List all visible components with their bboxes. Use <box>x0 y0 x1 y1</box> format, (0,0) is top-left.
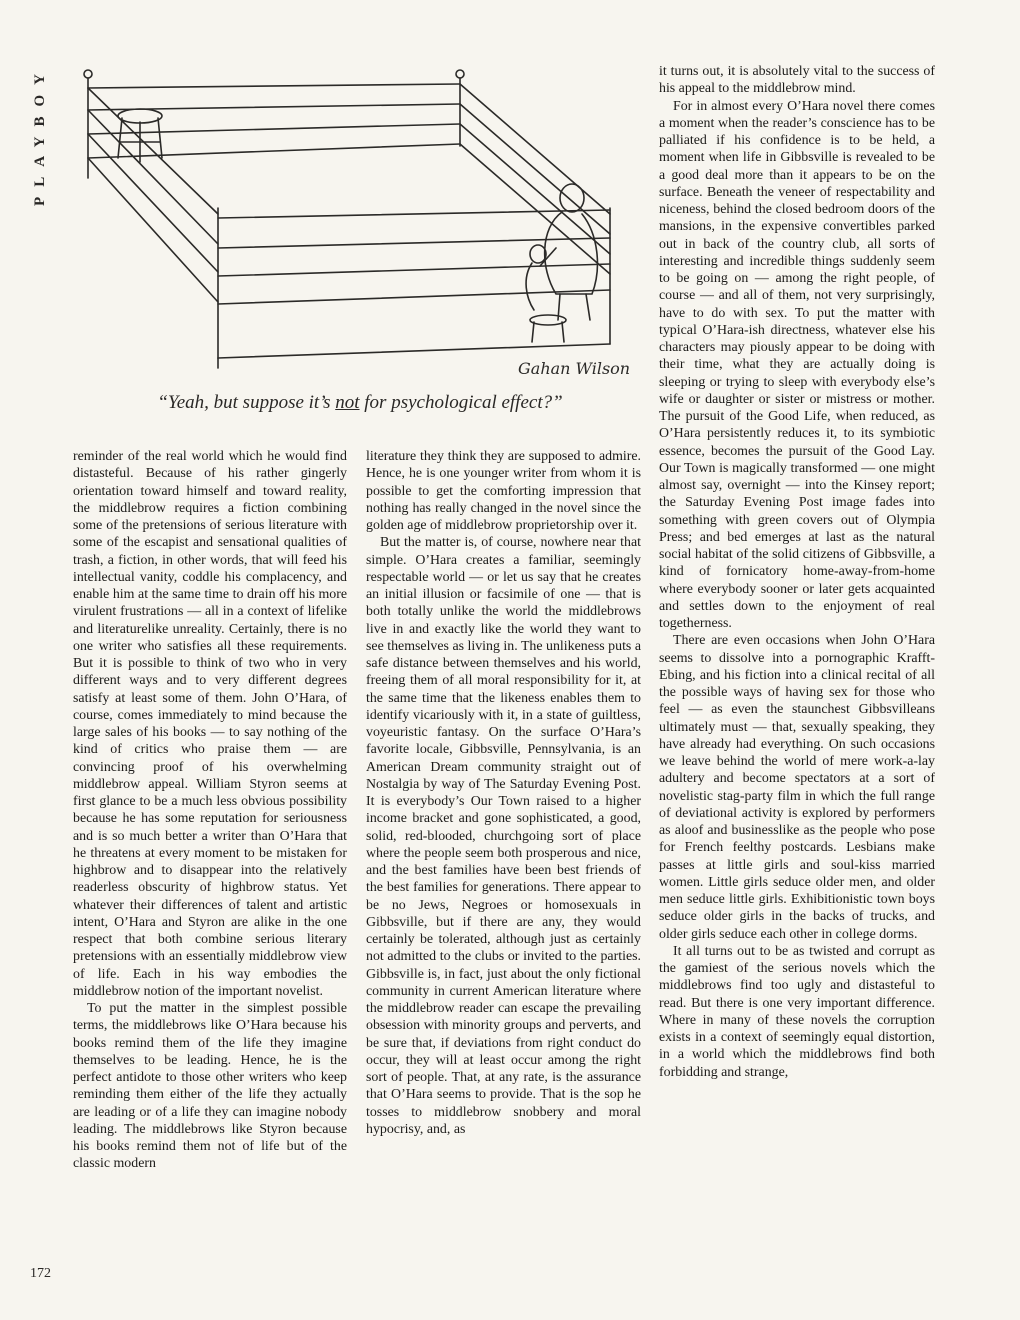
magazine-name: PLAYBOY <box>32 64 48 206</box>
article-column-middle <box>366 448 641 1138</box>
cartoon-caption <box>70 392 650 414</box>
caption-underlined-word: not <box>335 392 360 413</box>
cartoon-signature: Gahan Wilson <box>518 359 631 378</box>
paragraph: For in almost every O’Hara novel there comes a moment when the reader’s conscience has to be palliated if his confidence is to be held, a moment when life in Gibbsville is revealed to be a good deal more than it appears to be on the surface. Beneath the veneer of respectability and niceness, behind the closed bedroom doors of the mansions, in the expensive convertibles parked out in back of the country club, all sorts of interesting and incredible things suddenly seem to be going on — among the right people, of course — and all of them, not very surprisingly, have to do with sex. To put the matter with typical O’Hara-ish directness, whatever else his characters may piously appear to be doing with their time, what they are actually doing is sleeping or trying to sleep with everybody else’s wife or daughter or sister or mistress or mother. The pursuit of the Good Life, when reduced, as O’Hara persistently reduces it, to its symbiotic essence, becomes the pursuit of the Good Lay. Our Town is magically transformed — one might almost say, overnight — into the Kinsey report; the Saturday Evening Post image fades into something with green covers out of Olympia Press; and bed emerges at last as the natural social habitat of the solid citizens of Gibbsville, a kind of fornicatory home-away-from-home where everybody sooner or later gets acquainted and settles down to the enjoyment of real togetherness. <box>659 98 935 631</box>
article-column-right <box>659 63 935 1081</box>
paragraph: To put the matter in the simplest possible terms, the middlebrows like O’Hara because his books remind them of the life they imagine themselves to be leading. Hence, he is the perfect antidote to those other writers who keep reminding them either of the life they actually are leading or of a life they can imagine nobody leading. The middlebrows like Styron because his books remind them not of life but of the classic modern <box>73 1001 347 1172</box>
paragraph: But the matter is, of course, nowhere near that simple. O’Hara creates a familiar, seemingly respectable world — or let us say that he creates an initial illusion or facsimile of one — that is both totally unlike the world the middlebrows live in and exactly like the world they want to see themselves as living in. The unlikeness puts a safe distance between themselves and his world, freeing them of all moral responsibility for it, at the same time that the likeness enables them to identify vicariously with it, in a state of guiltless, voyeuristic fantasy. On the surface O’Hara’s favorite locale, Gibbsville, Pennsylvania, is an American Dream community straight out of Nostalgia by way of The Saturday Evening Post. It is everybody’s Our Town raised to a higher income bracket and gone sophisticated, a good, solid, red-blooded, churchgoing sort of place where the people seem both prosperous and nice, and the best families have been best friends of the best families for generations. There appear to be no Jews, Negroes or homosexuals in Gibbsville, but if there are any, they would certainly be tolerated, although just as certainly not admitted to the clubs or invited to the parties. Gibbsville is, in fact, just about the only fictional community in current American literature where the middlebrow reader can escape the prevailing obsession with minority groups and perverts, and be sure that, if deviations from right conduct do occur, they will at least occur among the right sort of people. That, at any rate, is the assurance that O’Hara seems to provide. That is the sop he tosses to middlebrow snobbery and moral hypocrisy, and, as <box>366 535 641 1137</box>
paragraph: literature they think they are supposed to admire. Hence, he is one younger writer from whom it is possible to get the comforting impression that nothing has really changed in the novel since the golden age of middlebrow proprietorship over it. <box>366 449 641 533</box>
caption-part-1: “Yeah, but suppose it’s <box>157 392 336 413</box>
paragraph: There are even occasions when John O’Hara seems to dissolve into a pornographic Krafft-Ebing, and his fiction into a clinical recital of all the possible ways of having sex for those who feel — as even the staunchest Gibbsvilleans ultimately must — that, sexually speaking, they have already had everything. On such occasions we leave behind the world of mere work-a-lay adultery and become spectators at a sort of novelistic stag-party film in which the full range of deviational activity is explored by performers as aloof and businesslike as the people who pose for French feelthy postcards. Lesbians make passes at little girls and soul-kiss married women. Little girls seduce older men, and older men seduce little girls. Exhibitionistic town boys seduce older girls in the backs of trucks, and older girls seduce each other in college dorms. <box>659 633 935 942</box>
paragraph: it turns out, it is absolutely vital to the success of his appeal to the middlebrow mind. <box>659 64 935 97</box>
caption-part-2: for psychological effect?” <box>359 392 563 413</box>
article-column-left <box>73 448 347 1173</box>
page-number: 172 <box>30 1266 51 1281</box>
cartoon-illustration <box>70 58 650 388</box>
paragraph: It all turns out to be as twisted and corrupt as the gamiest of the serious novels which the middlebrows find too ugly and distasteful to read. But there is one very important difference. Where in many of these novels the corruption exists in a context of seemingly equal distortion, in a world which the middlebrows find both forbidding and strange, <box>659 943 935 1080</box>
paragraph: reminder of the real world which he would find distasteful. Because of his rather gingerly orientation toward himself and toward reality, the middlebrow requires a fiction combining some of the pretensions of serious literature with some of the escapist and sensational qualities of trash, a fiction, in other words, that will feed his intellectual vanity, coddle his complacency, and enable him at the same time to drain off his more virulent frustrations — all in a context of lifelike and literaturelike unreality. Certainly, there is no one writer who satisfies all these requirements. But it is possible to think of two who in very different ways and to very different degrees satisfy at least some of them. John O’Hara, of course, comes immediately to mind because the large sales of his books — to say nothing of the kind of critics who praise them — are convincing proof of his overwhelming middlebrow appeal. William Styron seems at first glance to be a much less obvious possibility because he has some reputation for seriousness and is so much better a writer than O’Hara that he threatens at every moment to be mistaken for highbrow and to disappear into the relatively readerless obscurity of highbrow status. Yet whatever their differences of talent and artistic intent, O’Hara and Styron are alike in the one respect that both combine serious literary pretensions with an essentially middlebrow view of life. Each in his way embodies the middlebrow notion of the important novelist. <box>73 449 347 999</box>
